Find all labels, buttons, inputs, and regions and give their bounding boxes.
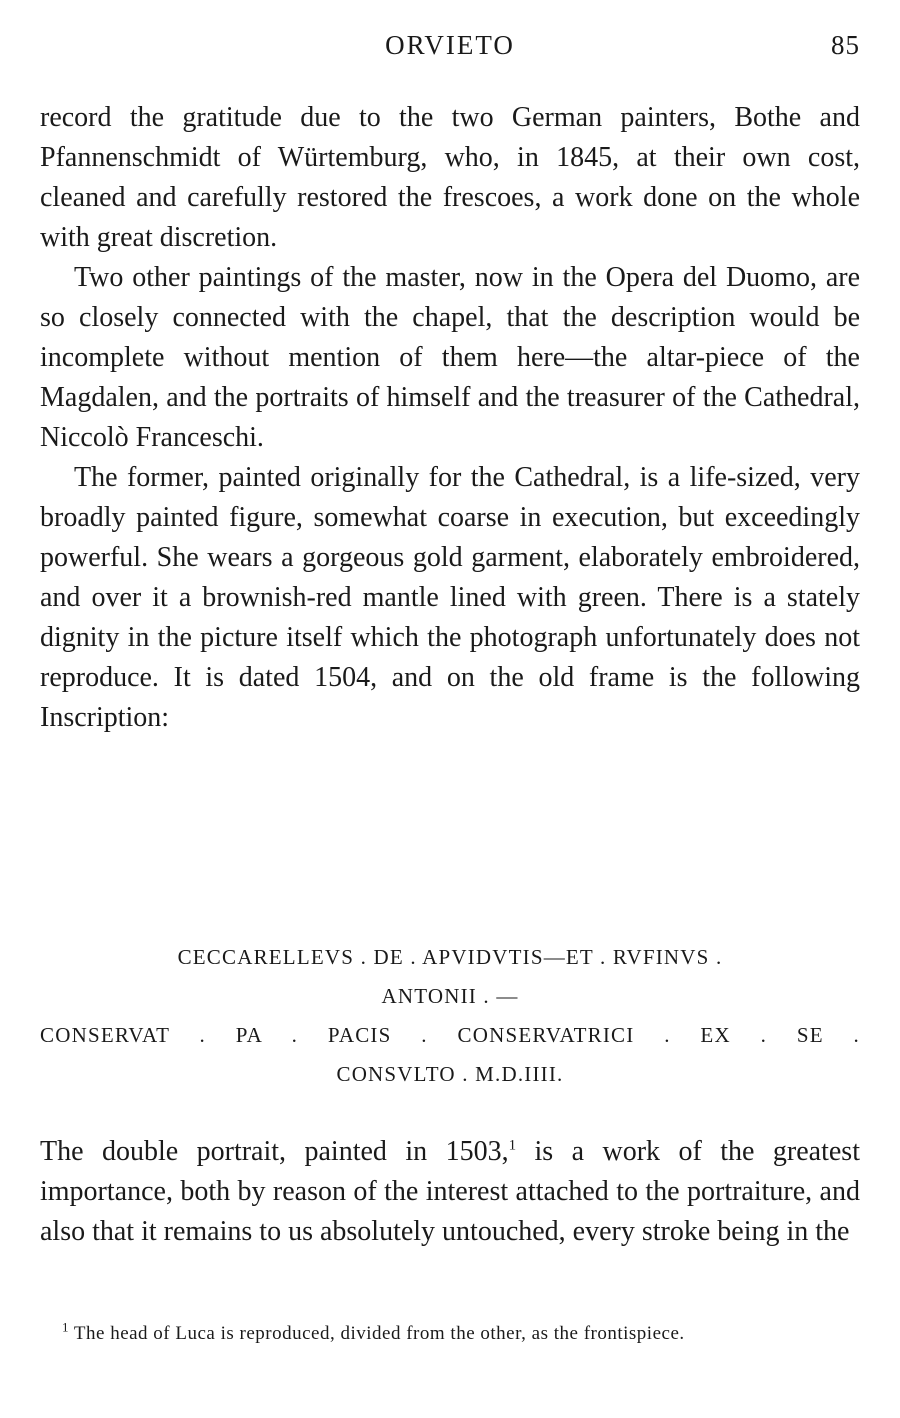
- footnote: [40, 1320, 860, 1348]
- running-title: ORVIETO: [385, 30, 515, 60]
- inscription-line: CONSVLTO . M.D.IIII.: [336, 1062, 564, 1086]
- footnote-mark: 1: [62, 1319, 69, 1335]
- body-text: [40, 98, 860, 738]
- inscription: [40, 938, 860, 1094]
- inscription-line: CECCARELLEVS . DE . APVIDVTIS—ET . RVFINVS .: [177, 945, 723, 969]
- inscription-line: CONSERVAT . PA . PACIS . CONSERVATRICI . EX . SE .: [40, 1023, 860, 1047]
- paragraph-text-start: The double portrait, painted in 1503,: [40, 1136, 509, 1167]
- page-header: [40, 30, 860, 70]
- page-number: 85: [831, 30, 860, 60]
- paragraph: The former, painted originally for the Cathedral, is a life-sized, very broadly painted figure, somewhat coarse in execution, but exceedingly powerful. She wears a gorgeous gold garment, elaborately embroidered, and over it a brownish-red mantle lined with green. There is a stately dignity in the picture itself which the photograph unfortunately does not reproduce. It is dated 1504, and on the old frame is the following Inscription:: [40, 462, 860, 733]
- paragraph-text-end: is a work of the greatest importance, both by reason of the interest attached to the portraiture, and also that it remains to us absolutely untouched, every stroke being in the: [40, 1136, 860, 1247]
- paragraph: Two other paintings of the master, now in the Opera del Duomo, are so closely connected with the chapel, that the description would be incomplete without mention of them here—the altar-piece of the Magdalen, and the portraits of himself and the treasurer of the Cathedral, Niccolò Franceschi.: [40, 262, 860, 453]
- paragraph: [40, 1132, 860, 1252]
- footnote-body: The head of Luca is reproduced, divided from the other, as the frontispiece.: [69, 1323, 685, 1344]
- footnote-reference: 1: [508, 1137, 517, 1154]
- inscription-line: ANTONII . —: [381, 984, 519, 1008]
- continuation-paragraph: [40, 1132, 860, 1252]
- book-page: [40, 0, 860, 1418]
- footnote-text: [40, 1320, 860, 1348]
- paragraph-continued: record the gratitude due to the two German painters, Bothe and Pfannenschmidt of Würtemburg, who, in 1845, at their own cost, cleaned and carefully restored the frescoes, a work done on the whole with great discretion.: [40, 102, 860, 253]
